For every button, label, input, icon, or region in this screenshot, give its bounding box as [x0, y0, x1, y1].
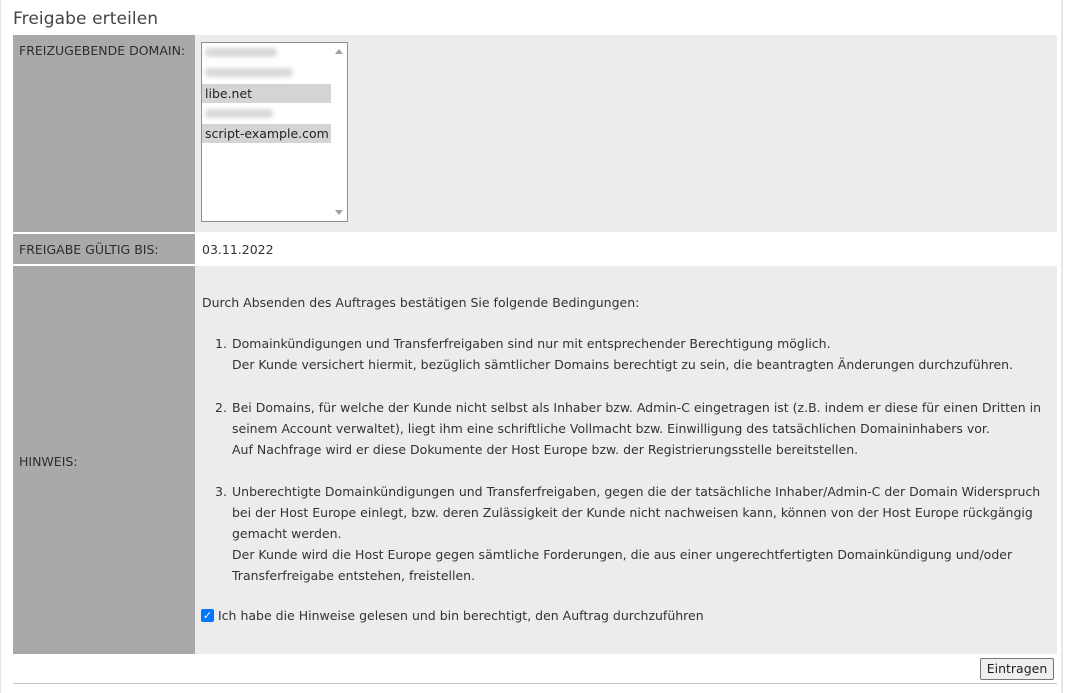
notice-label-cell	[13, 266, 195, 654]
condition-line: Der Kunde versichert hiermit, bezüglich sämtlicher Domains berechtigt zu sein, die beantragten Änderungen durchzuführen.	[232, 357, 1014, 372]
bottom-divider	[13, 683, 1057, 684]
notice-label: HINWEIS:	[19, 454, 78, 469]
domain-option-redacted[interactable]	[202, 63, 331, 82]
domain-option[interactable]: script-example.com	[202, 124, 331, 143]
valid-until-date: 03.11.2022	[202, 242, 274, 257]
condition-text	[232, 481, 1045, 586]
condition-line: Domainkündigungen und Transferfreigaben sind nur mit entsprechender Berechtigung möglich.	[232, 336, 831, 351]
frame-right-border	[1061, 0, 1063, 693]
valid-until-label: FREIGABE GÜLTIG BIS:	[19, 242, 159, 257]
condition-item	[215, 397, 1045, 460]
condition-text	[232, 333, 1045, 375]
domain-multiselect[interactable]	[201, 42, 348, 222]
condition-line: Bei Domains, für welche der Kunde nicht selbst als Inhaber bzw. Admin-C eingetragen ist (z.B. indem er diese für einen Dritten in	[232, 400, 1041, 415]
valid-until-label-cell	[13, 234, 195, 264]
condition-number: 3.	[215, 484, 227, 499]
scroll-down-icon[interactable]	[335, 210, 343, 215]
condition-line: Unberechtigte Domainkündigungen und Transferfreigaben, gegen die der tatsächliche Inhaber/Admin-C der Domain Widerspruch	[232, 484, 1041, 499]
scroll-up-icon[interactable]	[335, 49, 343, 54]
condition-line: seinem Account verwaltet), liegt ihm eine schriftliche Vollmacht bzw. Einwilligung des tatsächlichen Domaininhabers vor.	[232, 421, 990, 436]
condition-line: gemacht werden.	[232, 526, 342, 541]
condition-number: 1.	[215, 336, 227, 351]
domain-value-cell	[195, 35, 1057, 232]
domain-label: FREIZUGEBENDE DOMAIN:	[19, 43, 186, 58]
redacted-text	[205, 68, 293, 77]
agree-checkbox-row[interactable]	[201, 608, 704, 623]
notice-value-cell	[195, 266, 1057, 654]
domain-option-redacted[interactable]	[202, 43, 331, 62]
domain-label-cell	[13, 35, 195, 232]
agree-checkbox[interactable]: ✓	[202, 609, 213, 622]
domain-option-redacted[interactable]	[202, 104, 331, 123]
valid-until-value-cell	[195, 234, 1057, 264]
condition-item	[215, 481, 1045, 586]
condition-number: 2.	[215, 400, 227, 415]
condition-line: bei der Host Europe einlegt, bzw. deren Zulässigkeit der Kunde nicht nachweisen kann, können von der Host Europe rückgängig	[232, 505, 1033, 520]
page-title: Freigabe erteilen	[13, 9, 159, 29]
agree-label[interactable]: Ich habe die Hinweise gelesen und bin berechtigt, den Auftrag durchzuführen	[218, 608, 704, 623]
redacted-text	[205, 48, 277, 57]
condition-line: Auf Nachfrage wird er diese Dokumente der Host Europe bzw. der Registrierungsstelle bereitstellen.	[232, 442, 859, 457]
frame-left-border	[0, 0, 1, 693]
condition-text	[232, 397, 1045, 460]
listbox-scrollbar[interactable]	[331, 43, 347, 221]
condition-item	[215, 333, 1045, 375]
domain-option[interactable]: libe.net	[202, 84, 331, 103]
submit-button[interactable]: Eintragen	[980, 658, 1054, 680]
condition-line: Der Kunde wird die Host Europe gegen sämtliche Forderungen, die aus einer ungerechtfertigten Domainkündigung und/oder	[232, 547, 1013, 562]
condition-line: Transferfreigabe entstehen, freistellen.	[232, 568, 476, 583]
redacted-text	[205, 109, 273, 118]
notice-intro: Durch Absenden des Auftrages bestätigen Sie folgende Bedingungen:	[202, 295, 640, 310]
